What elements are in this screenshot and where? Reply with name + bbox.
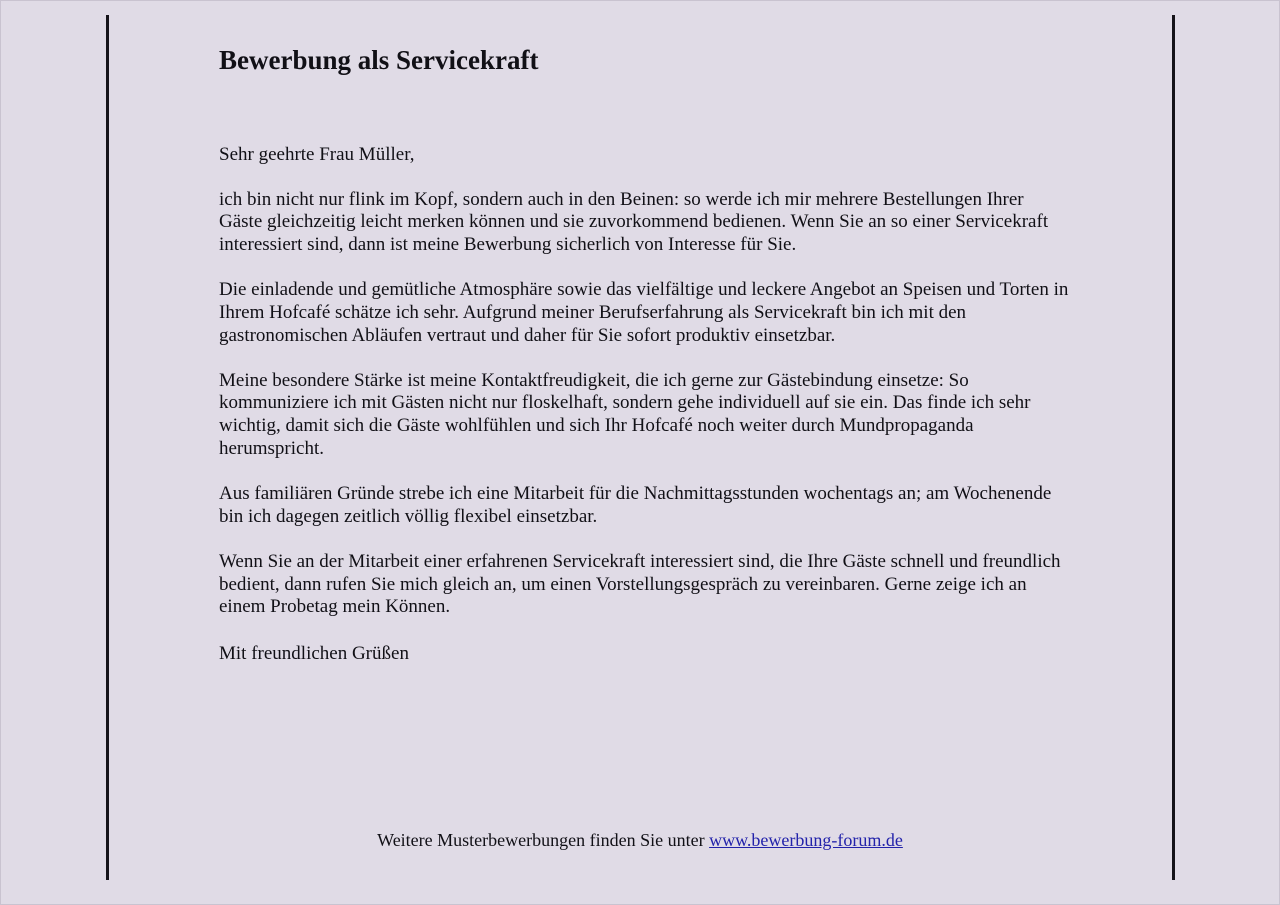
- paragraph-motivation: Die einladende und gemütliche Atmosphäre sowie das vielfältige und leckere Angebot an Speisen und Torten in Ihrem Hofcafé schätze ich sehr. Aufgrund meiner Berufserfahrung als Servicekraft bin ich mit den gastronomischen Abläufen vertraut und daher für Sie sofort produktiv einsetzbar.: [219, 279, 1069, 346]
- letter-title: Bewerbung als Servicekraft: [219, 45, 539, 75]
- footer: [0, 829, 1280, 851]
- paragraph-availability: Aus familiären Gründe strebe ich eine Mitarbeit für die Nachmittagsstunden wochentags an; am Wochenende bin ich dagegen zeitlich völlig flexibel einsetzbar.: [219, 483, 1052, 527]
- paragraph-call-to-action: Wenn Sie an der Mitarbeit einer erfahrenen Servicekraft interessiert sind, die Ihre Gäste schnell und freundlich bedient, dann rufen Sie mich gleich an, um einen Vorstellungsgespräch zu vereinbaren. Gerne zeige ich an einem Probetag mein Können.: [219, 550, 1061, 618]
- paragraph-strengths: Meine besondere Stärke ist meine Kontaktfreudigkeit, die ich gerne zur Gästebindung einsetze: So kommuniziere ich mit Gästen nicht nur floskelhaft, sondern gehe individuell auf sie ein. Das finde ich sehr wichtig, damit sich die Gäste wohlfühlen und sich Ihr Hofcafé noch weiter durch Mundpropaganda herumspricht.: [219, 369, 1031, 459]
- footer-text: Weitere Musterbewerbungen finden Sie unter: [377, 830, 710, 850]
- left-vertical-rule: [106, 15, 109, 880]
- closing: Mit freundlichen Grüßen: [219, 642, 409, 664]
- letter-body: [219, 40, 1069, 665]
- salutation: Sehr geehrte Frau Müller,: [219, 144, 415, 165]
- paragraph-intro: ich bin nicht nur flink im Kopf, sondern auch in den Beinen: so werde ich mir mehrere Bestellungen Ihrer Gäste gleichzeitig leicht merken können und sie zuvorkommend bedienen. Wenn Sie an so einer Servicekraft interessiert sind, dann ist meine Bewerbung sicherlich von Interesse für Sie.: [219, 188, 1049, 255]
- right-vertical-rule: [1172, 15, 1175, 880]
- footer-link[interactable]: www.bewerbung-forum.de: [709, 830, 903, 850]
